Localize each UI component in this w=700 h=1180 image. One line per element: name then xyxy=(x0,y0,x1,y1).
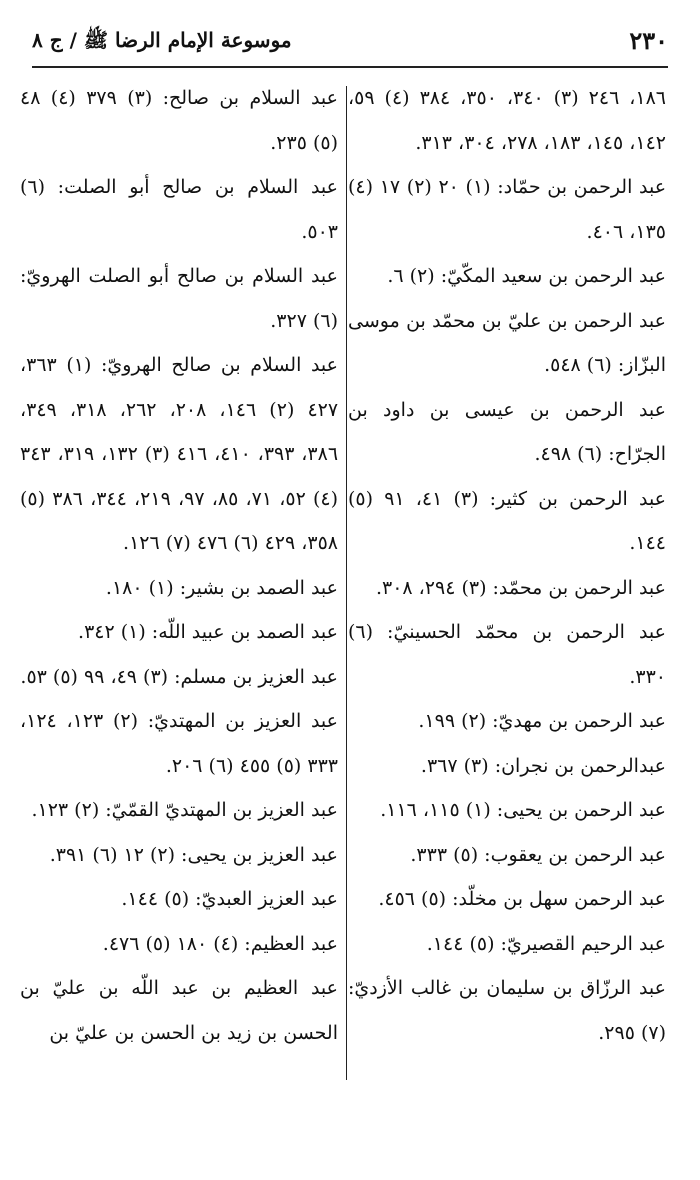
page-header xyxy=(32,22,668,62)
index-column-right xyxy=(348,76,666,1055)
index-entry: عبد السلام بن صالح: (٣) ٣٧٩ (٤) ٤٨ (٥) ٢٣٥. xyxy=(20,87,338,154)
index-entry: عبد الرحمن بن حمّاد: (١) ٢٠ (٢) ١٧ (٤) ١٣٥، ٤٠٦. xyxy=(348,176,667,243)
index-entry: عبد الصمد بن عبيد اللّه: (١) ٣٤٢. xyxy=(78,621,338,643)
index-entry: عبد الرحمن بن عيسى بن داود بن الجرّاح: (٦) ٤٩٨. xyxy=(348,398,666,465)
index-entry: عبد الصمد بن بشير: (١) ١٨٠. xyxy=(105,576,338,599)
index-entry: عبد العزيز بن يحيى: (٢) ١٢ (٦) ٣٩١. xyxy=(49,843,338,866)
index-entry: عبد الرحمن بن مهديّ: (٢) ١٩٩. xyxy=(418,710,666,732)
index-entry: عبد الرحمن بن محمّد الحسينيّ: (٦) ٣٣٠. xyxy=(348,621,666,688)
index-entry: عبد العزيز العبديّ: (٥) ١٤٤. xyxy=(121,888,338,910)
index-entry: عبد السلام بن صالح أبو الصلت الهرويّ: (٦) ٣٢٧. xyxy=(20,265,338,332)
page-number: ٢٣٠ xyxy=(629,26,668,55)
index-entry: عبد الرحمن بن سعيد المكّيّ: (٢) ٦. xyxy=(387,265,666,287)
index-column-left xyxy=(20,76,338,1055)
index-entry: ١٨٦، ٢٤٦ (٣) ٣٤٠، ٣٥٠، ٣٨٤ (٤) ٥٩، ١٤٢، ١٤٥، ١٨٣، ٢٧٨، ٣٠٤، ٣١٣. xyxy=(348,87,667,154)
index-entry: عبد الرزّاق بن سليمان بن غالب الأزديّ: (٧) ٢٩٥. xyxy=(348,977,666,1044)
index-entry: عبد العظيم بن عبد اللّه بن عليّ بن الحسن بن زيد بن الحسن بن عليّ بن xyxy=(20,977,338,1044)
header-rule xyxy=(32,66,668,68)
index-entry: عبد الرحمن بن عليّ بن محمّد بن موسى البزّاز: (٦) ٥٤٨. xyxy=(348,309,666,376)
running-title: موسوعة الإمام الرضا ﷺ / ج ٨ xyxy=(32,28,292,52)
index-entry: عبد الرحمن سهل بن مخلّد: (٥) ٤٥٦. xyxy=(378,888,666,910)
index-entry: عبد الرحمن بن يحيى: (١) ١١٥، ١١٦. xyxy=(380,799,666,821)
column-divider xyxy=(346,86,347,1080)
index-entry: عبد الرحمن بن محمّد: (٣) ٢٩٤، ٣٠٨. xyxy=(375,576,666,599)
index-entry: عبد الرحيم القصيريّ: (٥) ١٤٤. xyxy=(426,932,666,955)
index-entry: عبد الرحمن بن يعقوب: (٥) ٣٣٣. xyxy=(410,843,666,866)
index-entry: عبد العزيز بن المهتديّ: (٢) ١٢٣، ١٢٤، ٣٣٣ (٥) ٤٥٥ (٦) ٢٠٦. xyxy=(20,710,338,777)
index-entry: عبد العظيم: (٤) ١٨٠ (٥) ٤٧٦. xyxy=(102,932,338,955)
index-entry: عبد السلام بن صالح الهرويّ: (١) ٣٦٣، ٤٢٧ (٢) ١٤٦، ٢٠٨، ٢٦٢، ٣١٨، ٣٤٩، ٣٨٦، ٣٩٣، ٤١٠، ٤١٦ (٣) ١٣٢، ٣١٩، ٣٤٣ (٤) ٥٢، ٧١، ٨٥، ٩٧، ٢١٩، ٣٤٤، ٣٨٦ (٥) ٣٥٨، ٤٢٩ (٦) ٤٧٦ (٧) ١٢٦. xyxy=(20,354,339,554)
index-entry: عبد العزيز بن مسلم: (٣) ٤٩، ٩٩ (٥) ٥٣. xyxy=(20,665,338,688)
index-entry: عبد العزيز بن المهتديّ القمّيّ: (٢) ١٢٣. xyxy=(31,799,338,821)
index-entry: عبدالرحمن بن نجران: (٣) ٣٦٧. xyxy=(420,754,666,777)
index-entry: عبد الرحمن بن كثير: (٣) ٤١، ٩١ (٥) ١٤٤. xyxy=(348,487,667,554)
index-entry: عبد السلام بن صالح أبو الصلت: (٦) ٥٠٣. xyxy=(20,176,338,243)
